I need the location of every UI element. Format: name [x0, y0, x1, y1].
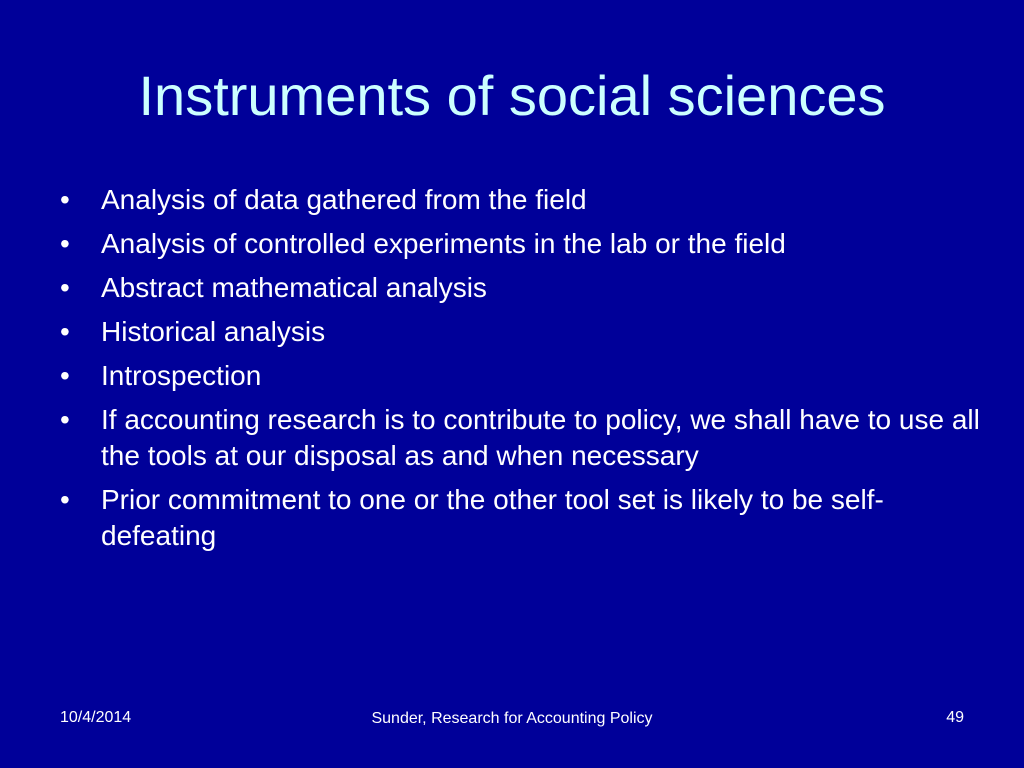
bullet-item — [60, 482, 980, 554]
footer-date: 10/4/2014 — [60, 709, 132, 726]
bullet-text: Introspection — [101, 360, 262, 391]
bullet-list — [60, 182, 980, 562]
bullet-item — [60, 358, 980, 394]
bullet-text: Historical analysis — [101, 316, 326, 347]
bullet-item — [60, 182, 980, 218]
footer-title: Sunder, Research for Accounting Policy — [371, 710, 653, 727]
bullet-text: Analysis of controlled experiments in the lab or the field — [101, 228, 786, 259]
bullet-item — [60, 270, 980, 306]
bullet-icon: • — [60, 272, 70, 303]
bullet-item — [60, 402, 980, 474]
bullet-icon: • — [60, 360, 70, 391]
bullet-item — [60, 314, 980, 350]
bullet-item — [60, 226, 980, 262]
bullet-icon: • — [60, 404, 70, 435]
bullet-icon: • — [60, 184, 70, 215]
bullet-icon: • — [60, 228, 70, 259]
bullet-icon: • — [60, 484, 70, 515]
slide-title: Instruments of social sciences — [138, 64, 886, 127]
bullet-icon: • — [60, 316, 70, 347]
bullet-text: If accounting research is to contribute to policy, we shall have to use all the tools at our disposal as and when necessary — [101, 404, 980, 471]
bullet-text: Abstract mathematical analysis — [101, 272, 487, 303]
bullet-text: Analysis of data gathered from the field — [101, 184, 587, 215]
bullet-text: Prior commitment to one or the other tool set is likely to be self-defeating — [101, 484, 884, 551]
page-number: 49 — [946, 709, 964, 726]
